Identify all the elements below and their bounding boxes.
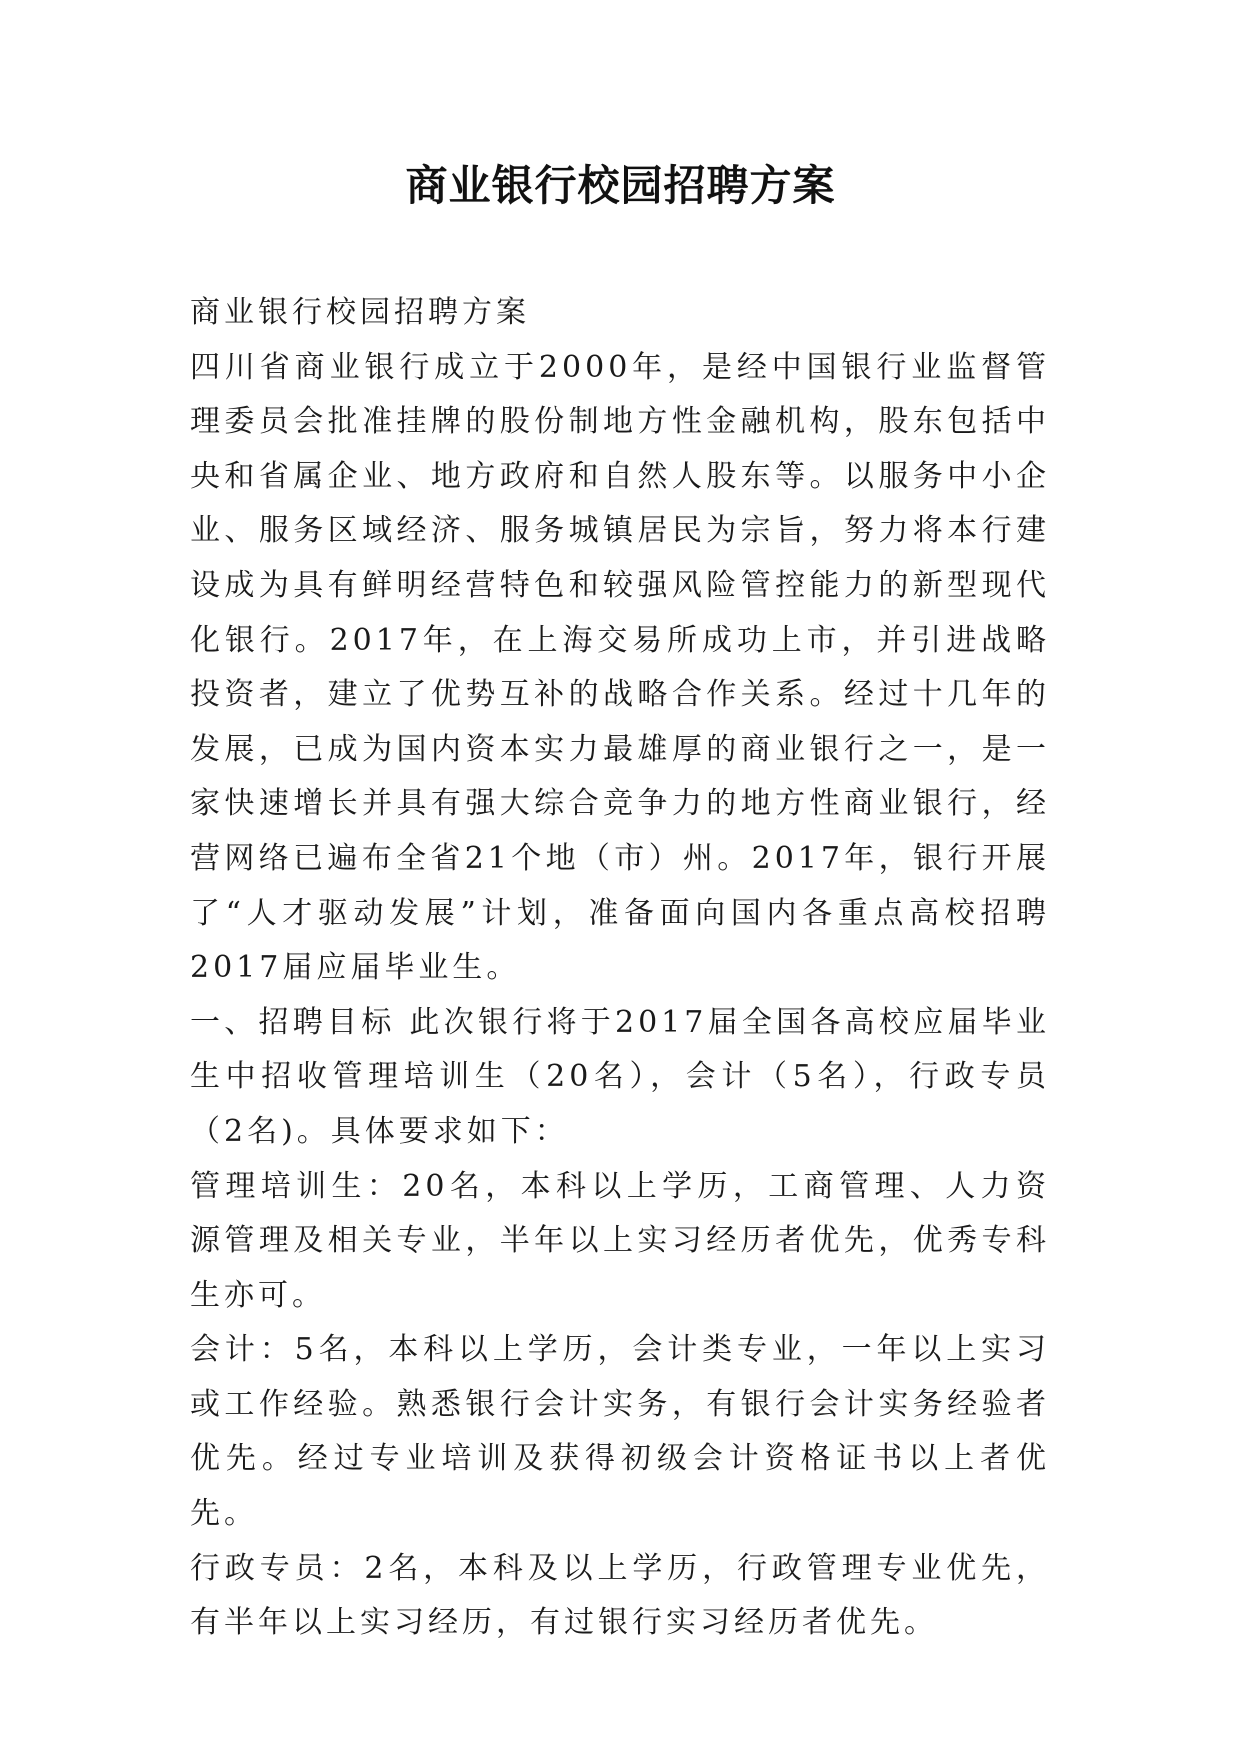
recruitment-goal-paragraph: 一、招聘目标 此次银行将于2017届全国各高校应届毕业生中招收管理培训生（20名），会计（5名），行政专员（2名)。具体要求如下： (190, 1004, 1050, 1149)
document-title: 商业银行校园招聘方案 (405, 161, 836, 210)
accountant-paragraph: 会计：5名，本科以上学历，会计类专业，一年以上实习或工作经验。熟悉银行会计实务，有银行会计实务经验者优先。经过专业培训及获得初级会计资格证书以上者优先。 (190, 1332, 1050, 1532)
body-heading-paragraph: 商业银行校园招聘方案 (190, 295, 530, 330)
administrative-specialist-paragraph: 行政专员：2名，本科及以上学历，行政管理专业优先，有半年以上实习经历，有过银行实习经历者优先。 (190, 1550, 1050, 1641)
document-body (190, 286, 1050, 1651)
bank-introduction-paragraph: 四川省商业银行成立于2000年，是经中国银行业监督管理委员会批准挂牌的股份制地方性金融机构，股东包括中央和省属企业、地方政府和自然人股东等。以服务中小企业、服务区域经济、服务城镇居民为宗旨，努力将本行建设成为具有鲜明经营特色和较强风险管控能力的新型现代化银行。2017年，在上海交易所成功上市，并引进战略投资者，建立了优势互补的战略合作关系。经过十几年的发展，已成为国内资本实力最雄厚的商业银行之一，是一家快速增长并具有强大综合竞争力的地方性商业银行，经营网络已遍布全省21个地（市）州。2017年，银行开展了“人才驱动发展”计划，准备面向国内各重点高校招聘2017届应届毕业生。 (190, 349, 1050, 986)
management-trainee-paragraph: 管理培训生：20名，本科以上学历，工商管理、人力资源管理及相关专业，半年以上实习经历者优先，优秀专科生亦可。 (190, 1168, 1050, 1313)
